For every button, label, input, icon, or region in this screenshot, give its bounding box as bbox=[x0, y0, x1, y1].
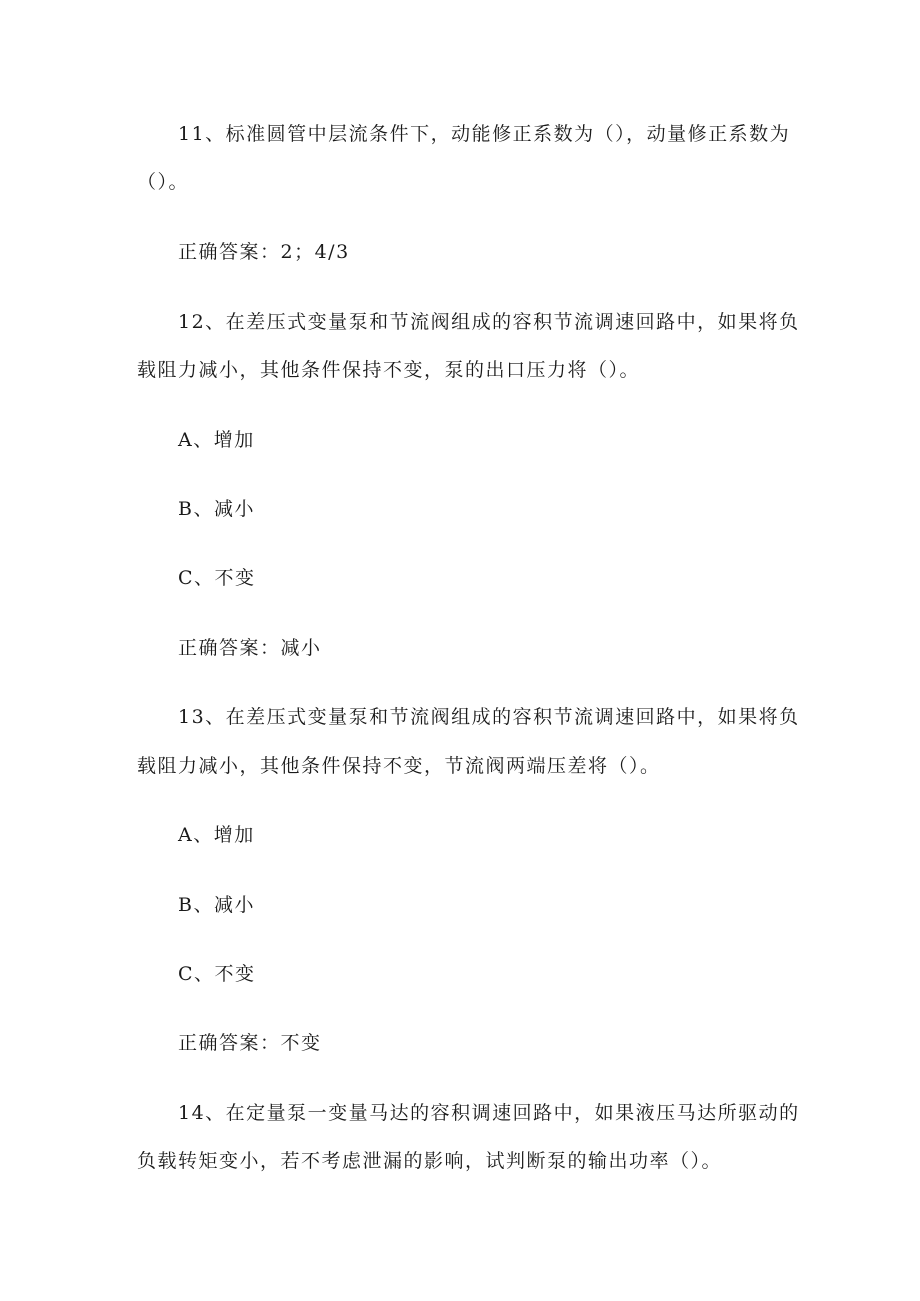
question-13-option-a: A、增加 bbox=[178, 824, 255, 846]
question-13-stem-line-2: 载阻力减小，其他条件保持不变，节流阀两端压差将（）。 bbox=[137, 755, 661, 777]
question-13-answer: 正确答案：不变 bbox=[178, 1032, 322, 1054]
question-11-stem-line-1: 11、标准圆管中层流条件下，动能修正系数为（），动量修正系数为 bbox=[178, 123, 791, 145]
question-14-stem-line-1: 14、在定量泵一变量马达的容积调速回路中，如果液压马达所驱动的 bbox=[178, 1102, 800, 1124]
question-12-stem-line-1: 12、在差压式变量泵和节流阀组成的容积节流调速回路中，如果将负 bbox=[178, 311, 800, 333]
question-12-answer: 正确答案：减小 bbox=[178, 637, 322, 659]
question-11-answer: 正确答案：2；4/3 bbox=[178, 241, 350, 263]
question-12-option-c: C、不变 bbox=[178, 567, 256, 589]
question-14-stem-line-2: 负载转矩变小，若不考虑泄漏的影响，试判断泵的输出功率（）。 bbox=[137, 1150, 723, 1172]
question-12-option-a: A、增加 bbox=[178, 429, 255, 451]
question-11-stem-line-2: （）。 bbox=[137, 171, 190, 193]
question-12-option-b: B、减小 bbox=[178, 498, 255, 520]
question-13-option-b: B、减小 bbox=[178, 894, 255, 916]
question-13-stem-line-1: 13、在差压式变量泵和节流阀组成的容积节流调速回路中，如果将负 bbox=[178, 706, 800, 728]
question-12-stem-line-2: 载阻力减小，其他条件保持不变，泵的出口压力将（）。 bbox=[137, 359, 641, 381]
question-13-option-c: C、不变 bbox=[178, 963, 256, 985]
